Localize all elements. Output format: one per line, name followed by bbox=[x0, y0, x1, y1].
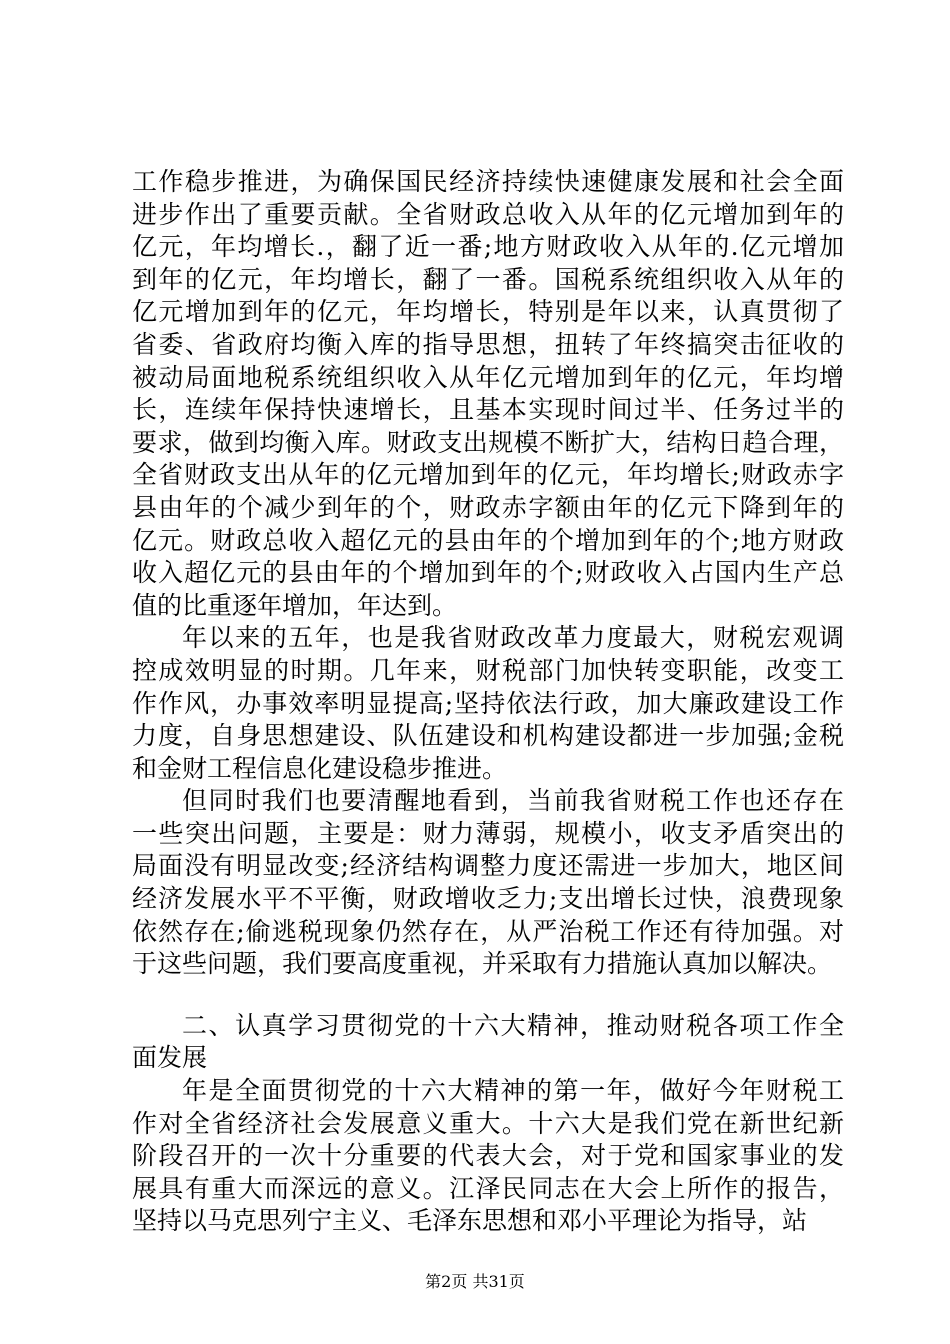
text-line: 省委、省政府均衡入库的指导思想，扭转了年终搞突击征收的 bbox=[132, 329, 844, 359]
text-line: 亿元，年均增长.，翻了近一番;地方财政收入从年的.亿元增加 bbox=[132, 232, 844, 262]
text-line: 全省财政支出从年的亿元增加到年的亿元，年均增长;财政赤字 bbox=[132, 460, 844, 490]
paragraph bbox=[132, 622, 844, 785]
text-line: 进步作出了重要贡献。全省财政总收入从年的亿元增加到年的 bbox=[132, 199, 844, 229]
text-line: 县由年的个减少到年的个，财政赤字额由年的亿元下降到年的 bbox=[132, 492, 844, 522]
page-footer: 第2页 共31页 bbox=[425, 1272, 525, 1291]
text-line: 值的比重逐年增加，年达到。 bbox=[132, 590, 458, 620]
text-line: 但同时我们也要清醒地看到，当前我省财税工作也还存在 bbox=[182, 786, 844, 816]
text-line: 局面没有明显改变;经济结构调整力度还需进一步加大，地区间 bbox=[132, 851, 844, 881]
text-line: 经济发展水平不平衡，财政增收乏力;支出增长过快，浪费现象 bbox=[132, 884, 844, 914]
text-line: 长，连续年保持快速增长，且基本实现时间过半、任务过半的 bbox=[132, 395, 844, 425]
paragraph bbox=[132, 166, 844, 622]
text-line: 作对全省经济社会发展意义重大。十六大是我们党在新世纪新 bbox=[132, 1108, 844, 1138]
text-line: 年是全面贯彻党的十六大精神的第一年，做好今年财税工 bbox=[182, 1076, 844, 1106]
text-line: 亿元增加到年的亿元，年均增长，特别是年以来，认真贯彻了 bbox=[132, 297, 844, 327]
text-line: 要求，做到均衡入库。财政支出规模不断扩大，结构日趋合理， bbox=[132, 427, 844, 457]
document-body bbox=[132, 166, 844, 1238]
text-line: 阶段召开的一次十分重要的代表大会，对于党和国家事业的发 bbox=[132, 1141, 844, 1171]
text-line: 坚持以马克思列宁主义、毛泽东思想和邓小平理论为指导，站 bbox=[132, 1206, 808, 1236]
text-line: 控成效明显的时期。几年来，财税部门加快转变职能，改变工 bbox=[132, 655, 844, 685]
text-line: 依然存在;偷逃税现象仍然存在，从严治税工作还有待加强。对 bbox=[132, 916, 844, 946]
text-line: 到年的亿元，年均增长，翻了一番。国税系统组织收入从年的 bbox=[132, 264, 844, 294]
text-line: 工作稳步推进，为确保国民经济持续快速健康发展和社会全面 bbox=[132, 167, 844, 196]
paragraph bbox=[132, 785, 844, 981]
text-line: 亿元。财政总收入超亿元的县由年的个增加到年的个;地方财政 bbox=[132, 525, 844, 555]
text-line: 面发展 bbox=[132, 1043, 208, 1073]
text-line: 作作风，办事效率明显提高;坚持依法行政，加大廉政建设工作 bbox=[132, 688, 844, 718]
text-line: 一些突出问题，主要是：财力薄弱，规模小，收支矛盾突出的 bbox=[132, 818, 844, 848]
text-line: 被动局面地税系统组织收入从年亿元增加到年的亿元，年均增 bbox=[132, 362, 844, 392]
paragraph bbox=[132, 1010, 844, 1075]
paragraph bbox=[132, 1075, 844, 1238]
text-line: 和金财工程信息化建设稳步推进。 bbox=[132, 753, 508, 783]
text-line: 于这些问题，我们要高度重视，并采取有力措施认真加以解决。 bbox=[132, 949, 833, 979]
text-line: 收入超亿元的县由年的个增加到年的个;财政收入占国内生产总 bbox=[132, 558, 844, 588]
text-line: 力度，自身思想建设、队伍建设和机构建设都进一步加强;金税 bbox=[132, 721, 844, 751]
text-line: 二、认真学习贯彻党的十六大精神，推动财税各项工作全 bbox=[182, 1010, 844, 1040]
text-line: 展具有重大而深远的意义。江泽民同志在大会上所作的报告， bbox=[132, 1173, 844, 1203]
paragraph-gap bbox=[132, 981, 844, 1010]
text-line: 年以来的五年，也是我省财政改革力度最大，财税宏观调 bbox=[182, 623, 844, 653]
